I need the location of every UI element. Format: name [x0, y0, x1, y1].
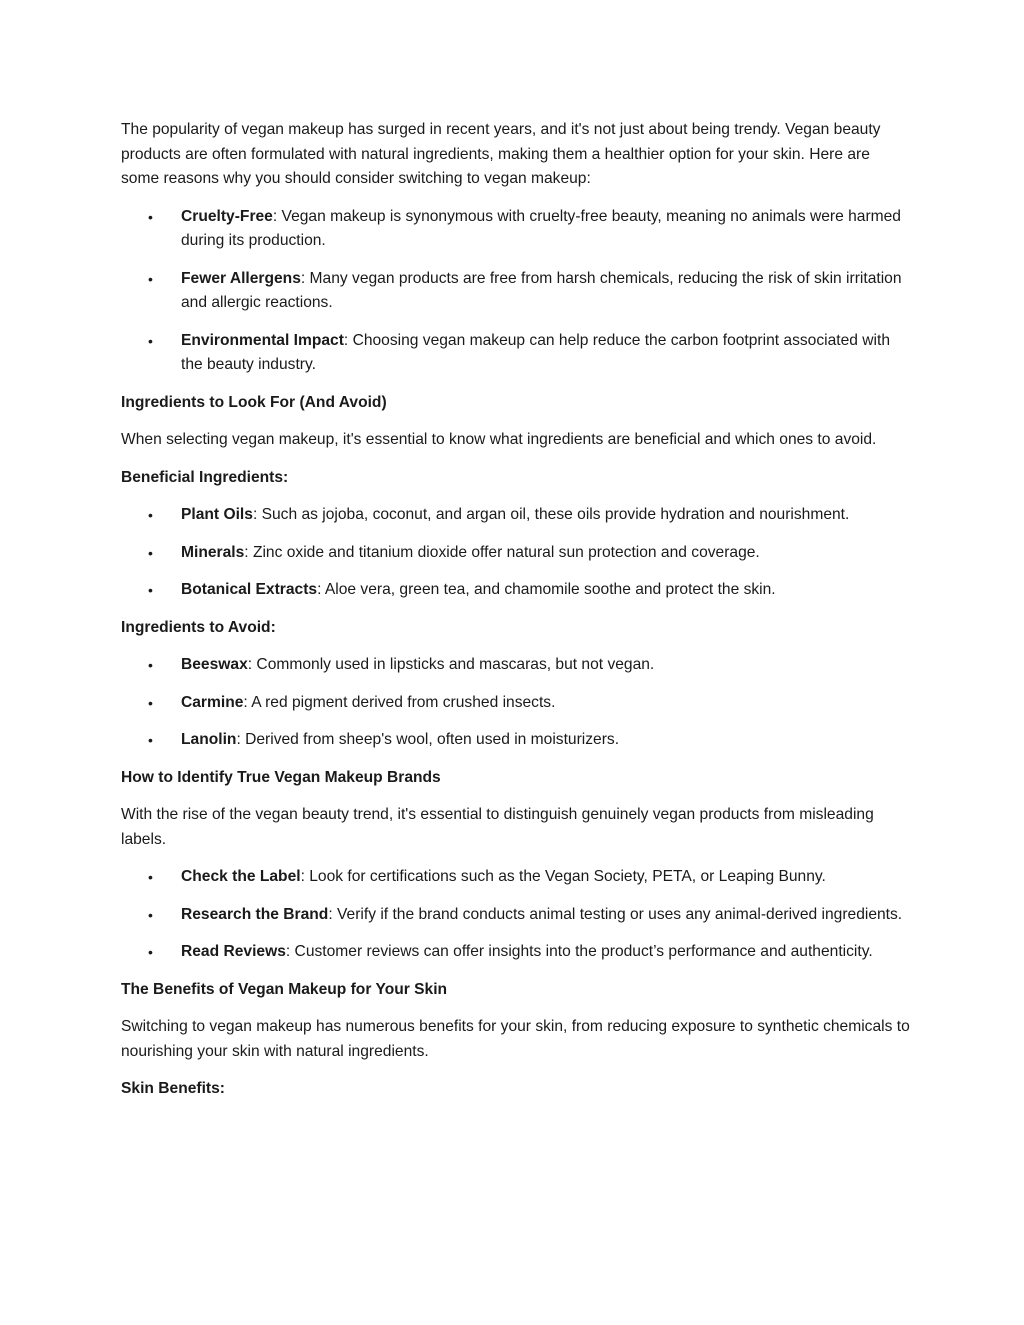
bullet-icon: •: [148, 694, 153, 711]
skin-benefits-heading: Skin Benefits:: [121, 1080, 225, 1097]
list-item-text: : Such as jojoba, coconut, and argan oil, these oils provide hydration and nourishment.: [252, 506, 850, 523]
avoid-list: [121, 653, 911, 753]
list-item-term: Read Reviews: [181, 943, 286, 960]
bullet-icon: •: [148, 270, 153, 287]
bullet-icon: •: [148, 944, 153, 960]
list-item-text: : Zinc oxide and titanium dioxide offer natural sun protection and coverage.: [244, 543, 760, 561]
list-item-term: Cruelty-Free: [181, 207, 273, 225]
list-item-term: Beeswax: [181, 656, 248, 673]
reasons-list: [121, 205, 911, 378]
list-item-term: Plant Oils: [181, 506, 253, 523]
list-item-term: Carmine: [181, 693, 244, 711]
list-item: [121, 653, 911, 678]
list-item-text: : Vegan makeup is synonymous with cruelty-free beauty, meaning no animals were harmed during its production.: [181, 207, 901, 249]
list-item: [121, 691, 911, 716]
bullet-icon: •: [148, 869, 153, 885]
list-item-text: : A red pigment derived from crushed insects.: [243, 693, 556, 711]
list-item-text: : Commonly used in lipsticks and mascaras, but not vegan.: [247, 656, 655, 673]
list-item-term: Fewer Allergens: [181, 269, 301, 287]
identify-list: [121, 865, 911, 965]
list-item-text: : Look for certifications such as the Vegan Society, PETA, or Leaping Bunny.: [300, 868, 826, 885]
list-item-text: : Many vegan products are free from harsh chemicals, reducing the risk of skin irritation and allergic reactions.: [181, 269, 902, 311]
beneficial-heading: Beneficial Ingredients:: [121, 468, 289, 486]
list-item: [121, 541, 911, 566]
bullet-icon: •: [148, 657, 153, 673]
document-body: [121, 118, 911, 1115]
list-item: [121, 205, 911, 254]
list-item-term: Environmental Impact: [181, 331, 344, 349]
list-item-text: : Aloe vera, green tea, and chamomile soothe and protect the skin.: [317, 581, 776, 598]
intro-paragraph: The popularity of vegan makeup has surged in recent years, and it's not just about being trendy. Vegan beauty products are often formulated with natural ingredients, making them a healthier option for your skin. Here are some reasons why you should consider switching to vegan makeup:: [121, 121, 881, 187]
list-item-term: Check the Label: [181, 868, 301, 885]
ingredients-heading: Ingredients to Look For (And Avoid): [121, 393, 387, 411]
list-item-term: Botanical Extracts: [181, 581, 318, 598]
avoid-heading: Ingredients to Avoid:: [121, 618, 276, 636]
list-item-term: Minerals: [181, 543, 245, 561]
bullet-icon: •: [148, 906, 153, 923]
bullet-icon: •: [148, 507, 153, 523]
list-item: [121, 940, 911, 965]
identify-heading: How to Identify True Vegan Makeup Brands: [121, 768, 441, 786]
list-item: [121, 578, 911, 603]
list-item-term: Research the Brand: [181, 905, 329, 923]
bullet-icon: •: [148, 582, 153, 598]
list-item-text: : Customer reviews can offer insights into the product’s performance and authenticity.: [285, 943, 873, 960]
beneficial-list: [121, 503, 911, 603]
list-item: [121, 903, 911, 928]
list-item: [121, 329, 911, 378]
list-item: [121, 503, 911, 528]
list-item-text: : Choosing vegan makeup can help reduce the carbon footprint associated with the beauty industry.: [181, 331, 891, 373]
bullet-icon: •: [148, 732, 153, 748]
list-item-text: : Derived from sheep's wool, often used in moisturizers.: [236, 731, 620, 748]
ingredients-paragraph: When selecting vegan makeup, it's essential to know what ingredients are beneficial and which ones to avoid.: [121, 431, 877, 448]
benefits-heading: The Benefits of Vegan Makeup for Your Skin: [121, 980, 448, 998]
list-item-term: Lanolin: [181, 731, 237, 748]
list-item: [121, 728, 911, 753]
bullet-icon: •: [148, 332, 153, 349]
list-item: [121, 267, 911, 316]
identify-paragraph: With the rise of the vegan beauty trend, it's essential to distinguish genuinely vegan products from misleading labels.: [121, 806, 874, 848]
list-item-text: : Verify if the brand conducts animal testing or uses any animal-derived ingredients.: [328, 905, 903, 923]
benefits-paragraph: Switching to vegan makeup has numerous benefits for your skin, from reducing exposure to synthetic chemicals to nourishing your skin with natural ingredients.: [121, 1018, 910, 1060]
list-item: [121, 865, 911, 890]
bullet-icon: •: [148, 544, 153, 561]
bullet-icon: •: [148, 208, 153, 225]
